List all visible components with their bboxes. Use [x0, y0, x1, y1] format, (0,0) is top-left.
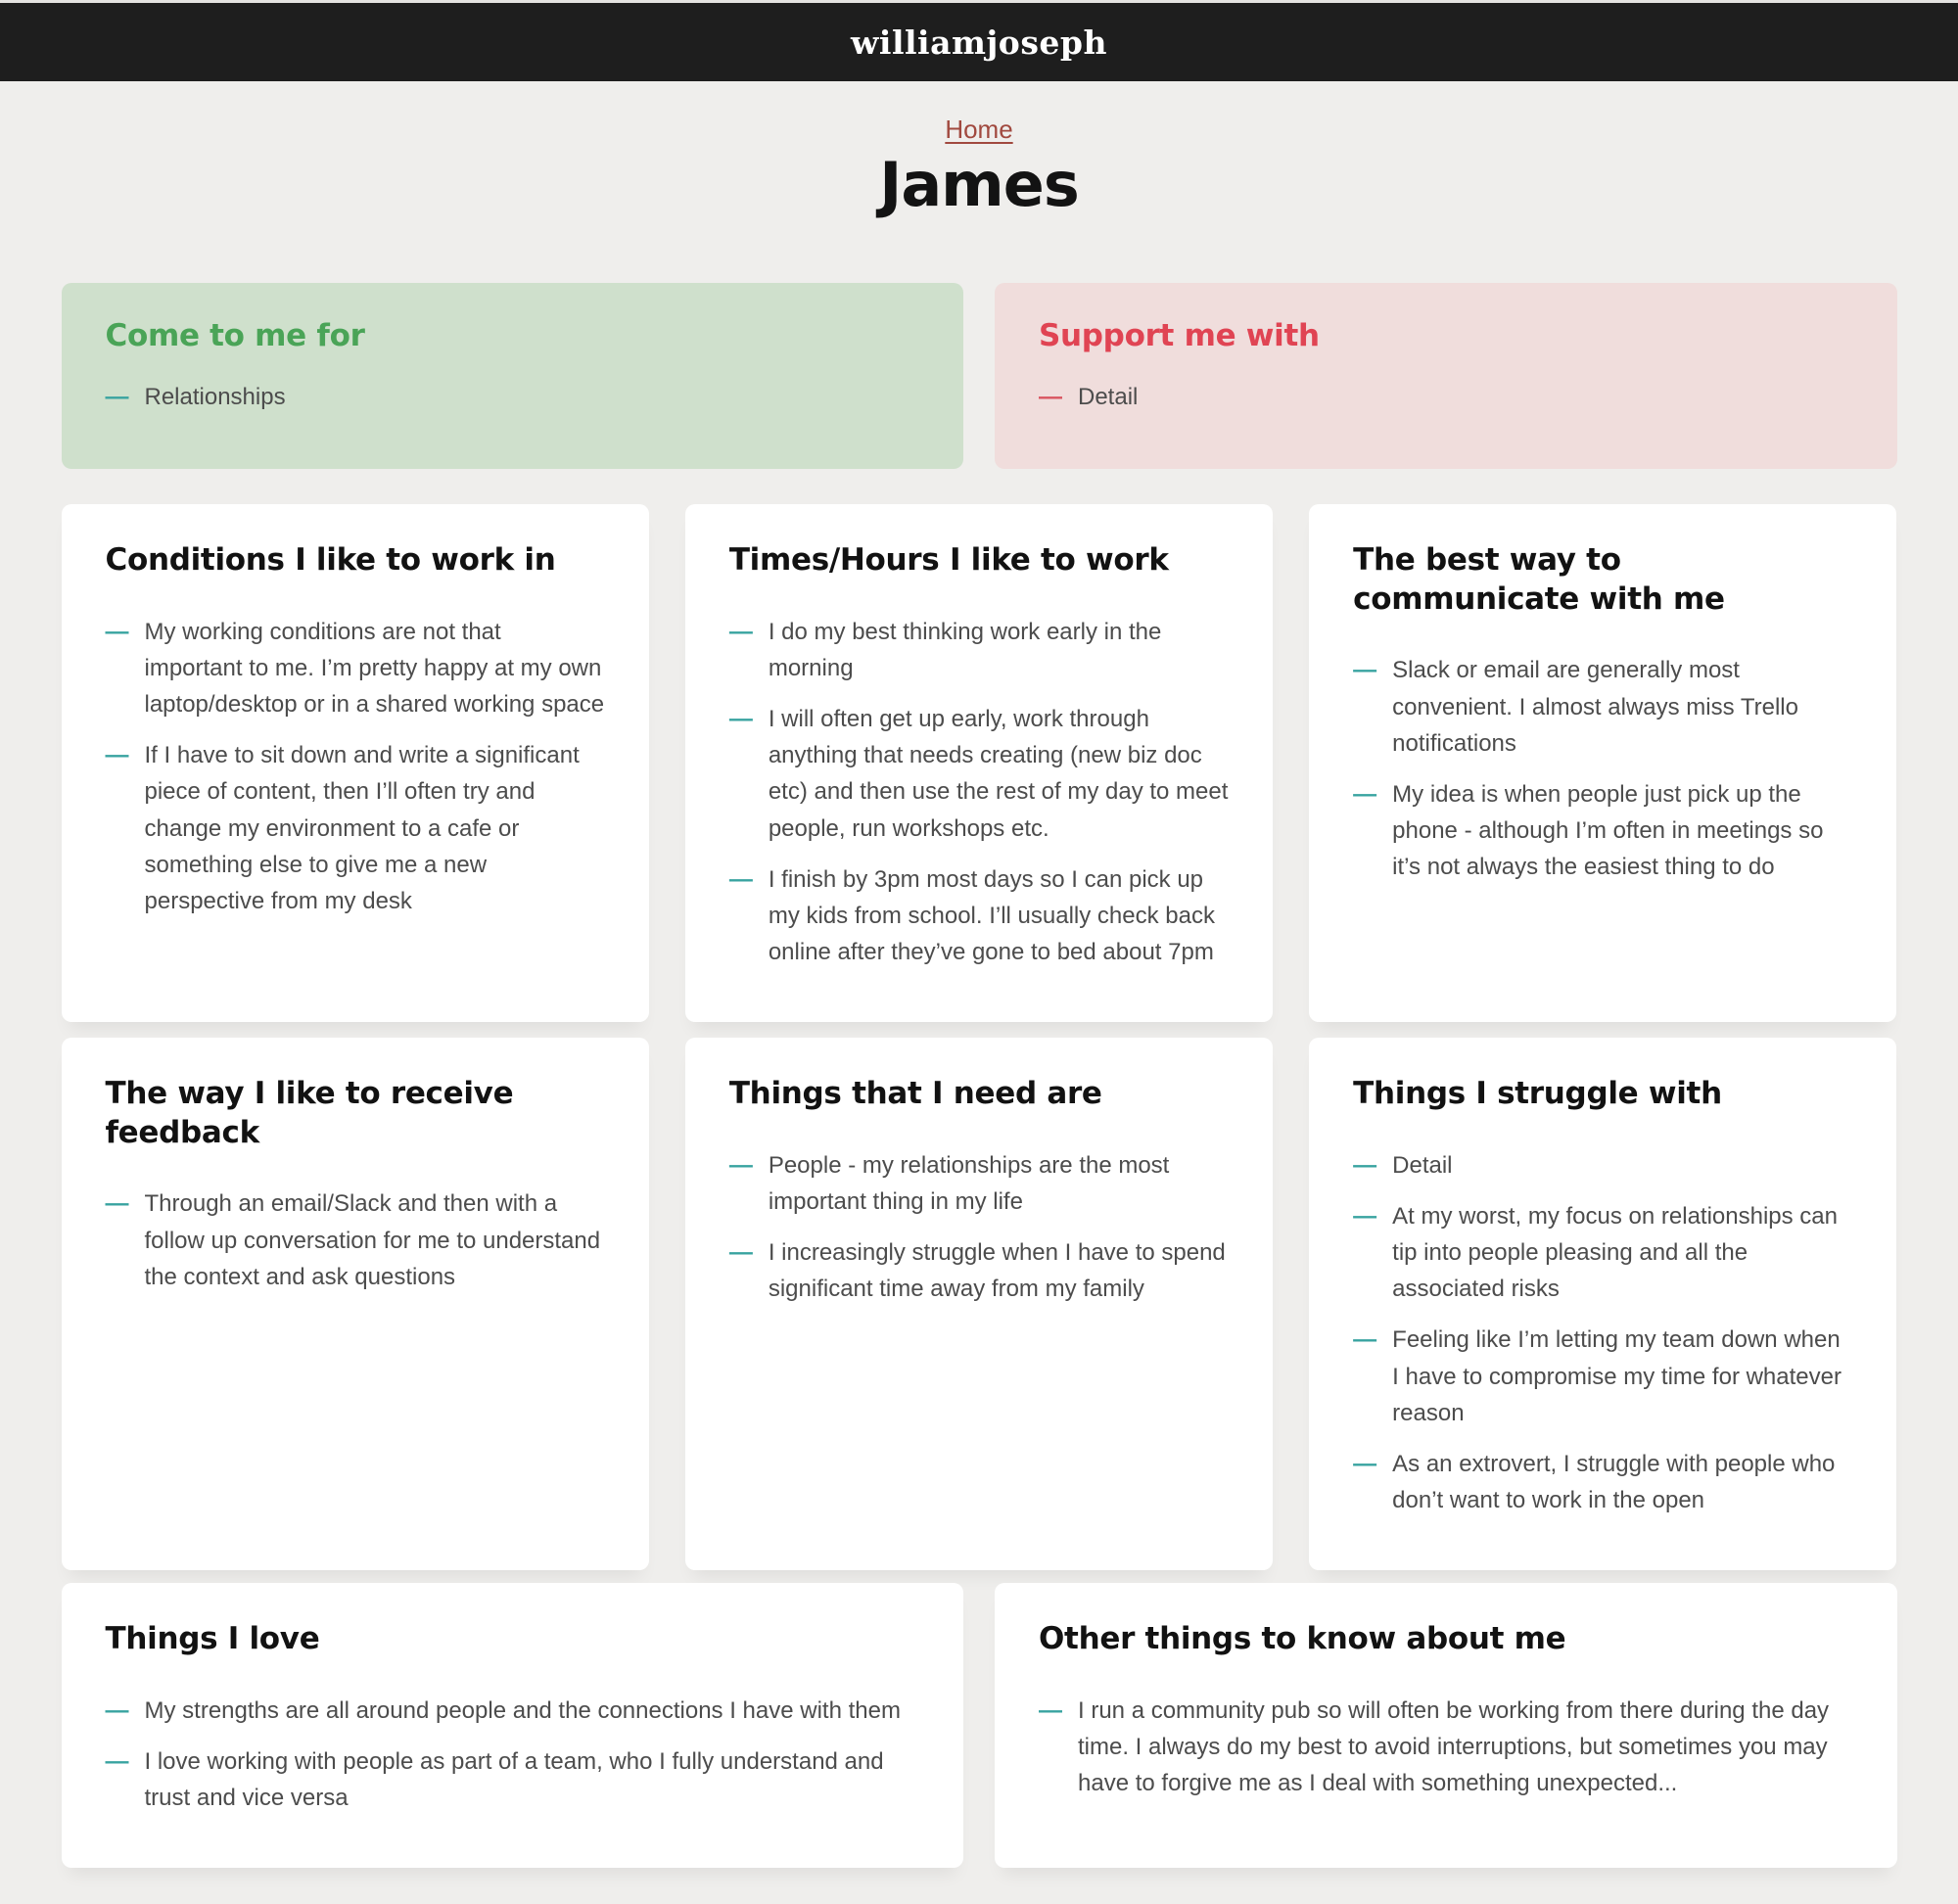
list-item: — My strengths are all around people and the connections I have with them [106, 1693, 920, 1729]
card-title: Support me with [1039, 318, 1320, 353]
card-conditions [62, 504, 649, 1022]
list-item: — At my worst, my focus on relationships can tip into people pleasing and all the associated risks [1353, 1198, 1852, 1308]
card-list [1039, 1693, 1853, 1802]
cards-row-3 [62, 1583, 1897, 1845]
card-title: Things I love [105, 1621, 320, 1656]
list-item: — Detail [1353, 1147, 1852, 1184]
card-struggles [1309, 1038, 1896, 1570]
list-item: — I will often get up early, work through anything that needs creating (new biz doc etc) and then use the rest of my day to meet people, run workshops etc. [729, 701, 1229, 847]
come-to-me-for-card [62, 283, 964, 469]
list-item: — My working conditions are not that important to me. I’m pretty happy at my own laptop/desktop or in a shared working space [106, 614, 605, 723]
list-item: — If I have to sit down and write a significant piece of content, then I’ll often try and change my environment to a cafe or something else to give me a new perspective from my desk [106, 737, 605, 919]
list-item: — I love working with people as part of a team, who I fully understand and trust and vice versa [106, 1743, 920, 1816]
highlight-row [62, 283, 1897, 469]
list-item: — Relationships [106, 379, 920, 415]
list-item: — Through an email/Slack and then with a follow up conversation for me to understand the context and ask questions [106, 1185, 605, 1295]
list-item: — I increasingly struggle when I have to spend significant time away from my family [729, 1234, 1229, 1307]
card-feedback [62, 1038, 649, 1570]
list-item: — Feeling like I’m letting my team down when I have to compromise my time for whatever reason [1353, 1322, 1852, 1431]
card-loves [62, 1583, 964, 1868]
card-list [106, 614, 605, 920]
card-title: Things that I need are [728, 1076, 1102, 1111]
card-times-hours [685, 504, 1273, 1022]
card-title: Things I struggle with [1353, 1076, 1722, 1111]
support-me-with-card [995, 283, 1897, 469]
card-list [106, 1185, 605, 1295]
list-item: — People - my relationships are the most important thing in my life [729, 1147, 1229, 1220]
card-title: Conditions I like to work in [105, 542, 556, 578]
page-title: James [879, 149, 1079, 220]
card-list [729, 614, 1229, 971]
list-item: — I do my best thinking work early in the morning [729, 614, 1229, 686]
list-item: — Detail [1039, 379, 1853, 415]
card-list [1039, 379, 1853, 415]
list-item: — As an extrovert, I struggle with people who don’t want to work in the open [1353, 1446, 1852, 1518]
site-logo[interactable]: williamjoseph [851, 23, 1107, 62]
card-list [1353, 652, 1852, 885]
card-title: Come to me for [105, 318, 365, 353]
home-link[interactable]: Home [945, 115, 1013, 144]
profile-page [0, 115, 1958, 1845]
list-item: — Slack or email are generally most convenient. I almost always miss Trello notifications [1353, 652, 1852, 762]
card-communicate [1309, 504, 1896, 1022]
card-list [106, 1693, 920, 1817]
cards-row-2 [62, 1038, 1897, 1554]
card-title: The best way to communicate with me [1353, 542, 1725, 617]
list-item: — My idea is when people just pick up the phone - although I’m often in meetings so it’s not always the easiest thing to do [1353, 776, 1852, 886]
card-needs [685, 1038, 1273, 1570]
content-container [62, 283, 1897, 1845]
site-header [0, 0, 1958, 81]
card-list [1353, 1147, 1852, 1519]
list-item: — I finish by 3pm most days so I can pick up my kids from school. I’ll usually check back online after they’ve gone to bed about 7pm [729, 861, 1229, 971]
cards-row-1 [62, 504, 1897, 1005]
card-other-things [995, 1583, 1897, 1868]
card-title: The way I like to receive feedback [105, 1076, 514, 1150]
card-title: Times/Hours I like to work [728, 542, 1169, 578]
breadcrumb [0, 115, 1958, 145]
card-list [729, 1147, 1229, 1308]
list-item: — I run a community pub so will often be working from there during the day time. I always do my best to avoid interruptions, but sometimes you may have to forgive me as I deal with something unexpected... [1039, 1693, 1853, 1802]
card-list [106, 379, 920, 415]
card-title: Other things to know about me [1039, 1621, 1566, 1656]
